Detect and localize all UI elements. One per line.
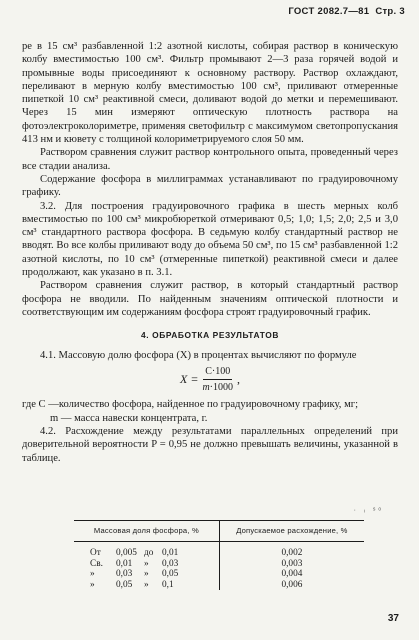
definition-m: m — масса навески концентрата, г. [50, 412, 208, 424]
body-text [22, 40, 398, 465]
definition-c-body: количество фосфора, найденное по градуировочному графику, мг; [58, 399, 359, 411]
standard-number: ГОСТ 2082.7—81 [288, 6, 370, 17]
tolerance-table [74, 520, 364, 590]
paragraph-phosphorus-content: Содержание фосфора в миллиграммах устанавливают по градуировочному графику. [22, 173, 398, 199]
column-header-tolerance: Допускаемое расхождение, % [219, 521, 364, 542]
table-row [74, 559, 364, 570]
paragraph-4-1: 4.1. Массовую долю фосфора (X) в процентах вычисляют по формуле [40, 349, 357, 361]
paragraph-3-2: 3.2. Для построения градуировочного графика в шесть мерных колб вместимостью по 100 см³ микробюреткой отмеривают 0,5; 1,0; 1,5; 2,0; 2,5 и 3,0 см³ стандартного раствора фосфора. В седьмую колбу стандартный раствор не вводят. Во все колбы приливают воду до объема 50 см³, по 15 см³ разбавленной 1:2 азотной кислоты, по 10 см³ (отмеренные пипеткой) реактивной смеси и далее продолжают, как указано в п. 3.1. [22, 200, 398, 279]
page-label: Стр. 3 [375, 6, 405, 17]
tolerance-cell: 0,002 [281, 548, 303, 558]
formula-numerator: C·100 [203, 365, 232, 380]
table-row [74, 580, 364, 591]
tolerance-table-wrap [74, 507, 384, 590]
range-cell: » 0,05 » 0,1 [74, 580, 219, 591]
formula [180, 365, 398, 395]
paragraph-reference-solution: Раствором сравнения служит раствор контрольного опыта, проведенный через все стадии анализа. [22, 147, 398, 172]
table-row [74, 569, 364, 580]
range-cell: От 0,005 до 0,01 [74, 542, 219, 559]
formula-denominator-rest: ·1000 [209, 382, 234, 394]
tolerance-cell: 0,003 [281, 558, 303, 569]
paragraph-reference-solution-2: Раствором сравнения служит раствор, в который стандартный раствор фосфора не вводили. По найденным значениям оптической плотности и соответствующим им содержаниям фосфора строят градуировочный график. [22, 280, 398, 318]
column-header-mass-fraction: Массовая доля фосфора, % [74, 521, 219, 542]
corner-marks: · ᵢ ˢᵒ [353, 507, 384, 514]
definition-c-lead: где C — [22, 399, 59, 411]
page-number: 37 [387, 613, 399, 624]
table-header-row [74, 521, 364, 542]
formula-denominator [202, 380, 233, 394]
formula-fraction [202, 365, 233, 395]
page-header [285, 6, 405, 17]
definition-c [22, 398, 398, 411]
formula-tail: , [237, 371, 241, 386]
formula-denominator-var: m [202, 382, 210, 394]
range-cell: » 0,03 » 0,05 [74, 569, 219, 580]
range-cell: Св. 0,01 » 0,03 [74, 559, 219, 570]
table-row [74, 542, 364, 559]
section-title: 4. ОБРАБОТКА РЕЗУЛЬТАТОВ [140, 330, 279, 341]
tolerance-cell: 0,004 [281, 569, 303, 580]
tolerance-cell: 0,006 [281, 579, 303, 590]
paragraph-continuation: ре в 15 см³ разбавленной 1:2 азотной кислоты, собирая раствор в коническую колбу вместимостью 100 см³. Фильтр промывают 2—3 раза горячей водой и промывные воды присоединяют к основному раствору. Раствор охлаждают, переливают в мерную колбу вместимостью 100 см³, приливают отмеренные пипеткой 10 см³ реактивной смеси, доливают водой до метки и перемешивают. Через 15 мин измеряют оптическую плотность раствора на фотоэлектроколориметре, применяя светофильтр с максимумом светопропускания 413 нм и кювету с толщиной колориметрируемого слоя 50 мм. [22, 41, 398, 146]
formula-lhs: X = [180, 371, 199, 386]
paragraph-4-2: 4.2. Расхождение между результатами параллельных определений при доверительной вероятности P = 0,95 не должно превышать величины, указанной в таблице. [22, 426, 398, 464]
